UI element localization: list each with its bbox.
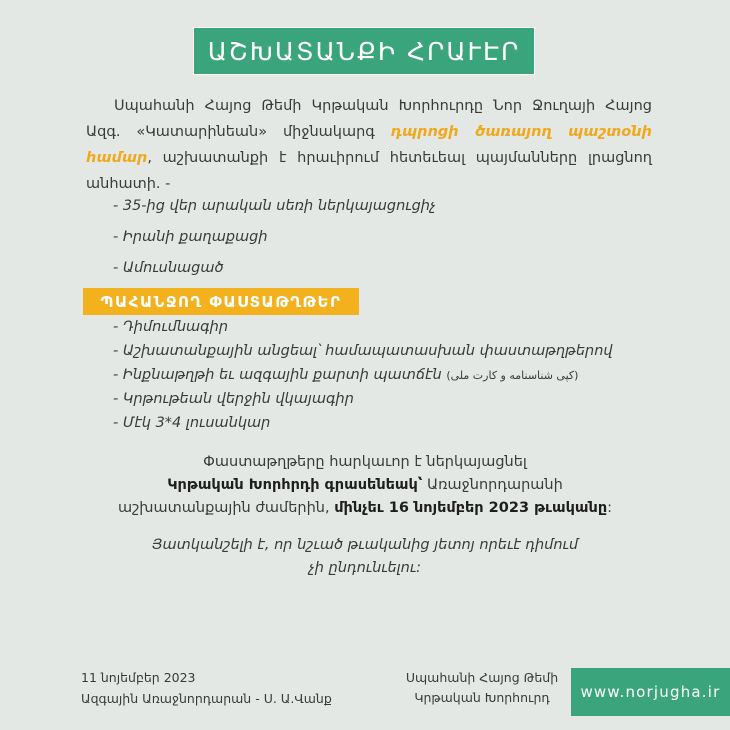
website-box[interactable] [571,668,730,716]
persian-note: (کپی شناسنامه و کارت ملی) [446,369,579,382]
condition-item: - 35-ից վեր արական սեռի ներկայացուցիչ [113,198,436,214]
submission-instructions [70,451,660,520]
conditions-list [113,191,436,284]
documents-heading: ՊԱՀԱՆՋՈՂ ՓԱՍՏԱԹՂԹԵՐ [100,292,342,311]
submission-line-2: Կրթական Խորհրդի գրասենեակ՝ Առաջնորդարանի [167,477,563,493]
documents-list [113,315,613,435]
footer-org-line-2: Կրթական Խորհուրդ [414,690,550,705]
title-banner [193,27,535,75]
document-item: - Կրթութեան վերջին վկայագիր [113,391,354,407]
footer-date-block [81,667,332,709]
late-notice [100,534,630,580]
document-item: - Ինքնաթղթի եւ ազգային քարտի պատճէն (کپی شناسنامه و کارت ملی) [113,367,579,383]
footer-org-block [396,668,568,708]
submission-line-3: աշխատանքային ժամերին, մինչեւ 16 նոյեմբեր 2023 թւականը: [117,500,613,516]
footer-date: 11 նոյեմբեր 2023 [81,670,196,685]
notice-line-1: Յատկանշելի է, որ նշւած թւականից յետոյ որեւէ դիմում [151,537,579,553]
footer-place: Ազգային Առաջնորդարան - Ս. Ա.Վանք [81,691,332,706]
position-highlight: դպրոցի ծառայող պաշտօնի համար [86,124,652,166]
deadline-date: մինչեւ 16 նոյեմբեր 2023 թւականը [334,500,608,516]
condition-item: - Իրանի քաղաքացի [113,229,268,245]
website-link[interactable]: www.norjugha.ir [580,683,721,701]
intro-text-start: Սպահանի Հայոց Թեմի Կրթական Խորհուրդը Նոր Ջուղայի Հայոց Ազգ. «Կատարինեան» միջնակարգ [86,98,652,140]
document-item: - Մէկ 3*4 լուսանկար [113,415,271,431]
footer-org-line-1: Սպահանի Հայոց Թեմի [405,670,559,685]
intro-text-end: , աշխատանքի է հրաւիրում հետեւեալ պայմանները լրացնող անհատի. - [86,150,652,192]
office-name: Կրթական Խորհրդի գրասենեակ՝ [167,477,423,493]
document-item: - Աշխատանքային անցեալ՝ համապատասխան փաստաթղթերով [113,343,613,359]
condition-item: - Ամուսնացած [113,260,224,276]
document-item: - Դիմումնագիր [113,319,229,335]
notice-line-2: չի ընդունւելու: [308,560,422,576]
documents-heading-banner [83,288,359,315]
submission-line-1: Փաստաթղթերը հարկաւոր է ներկայացնել [203,454,527,470]
page-title: ԱՇԽԱՏԱՆՔԻ ՀՐԱՒԷՐ [207,36,521,66]
intro-paragraph [86,93,652,197]
